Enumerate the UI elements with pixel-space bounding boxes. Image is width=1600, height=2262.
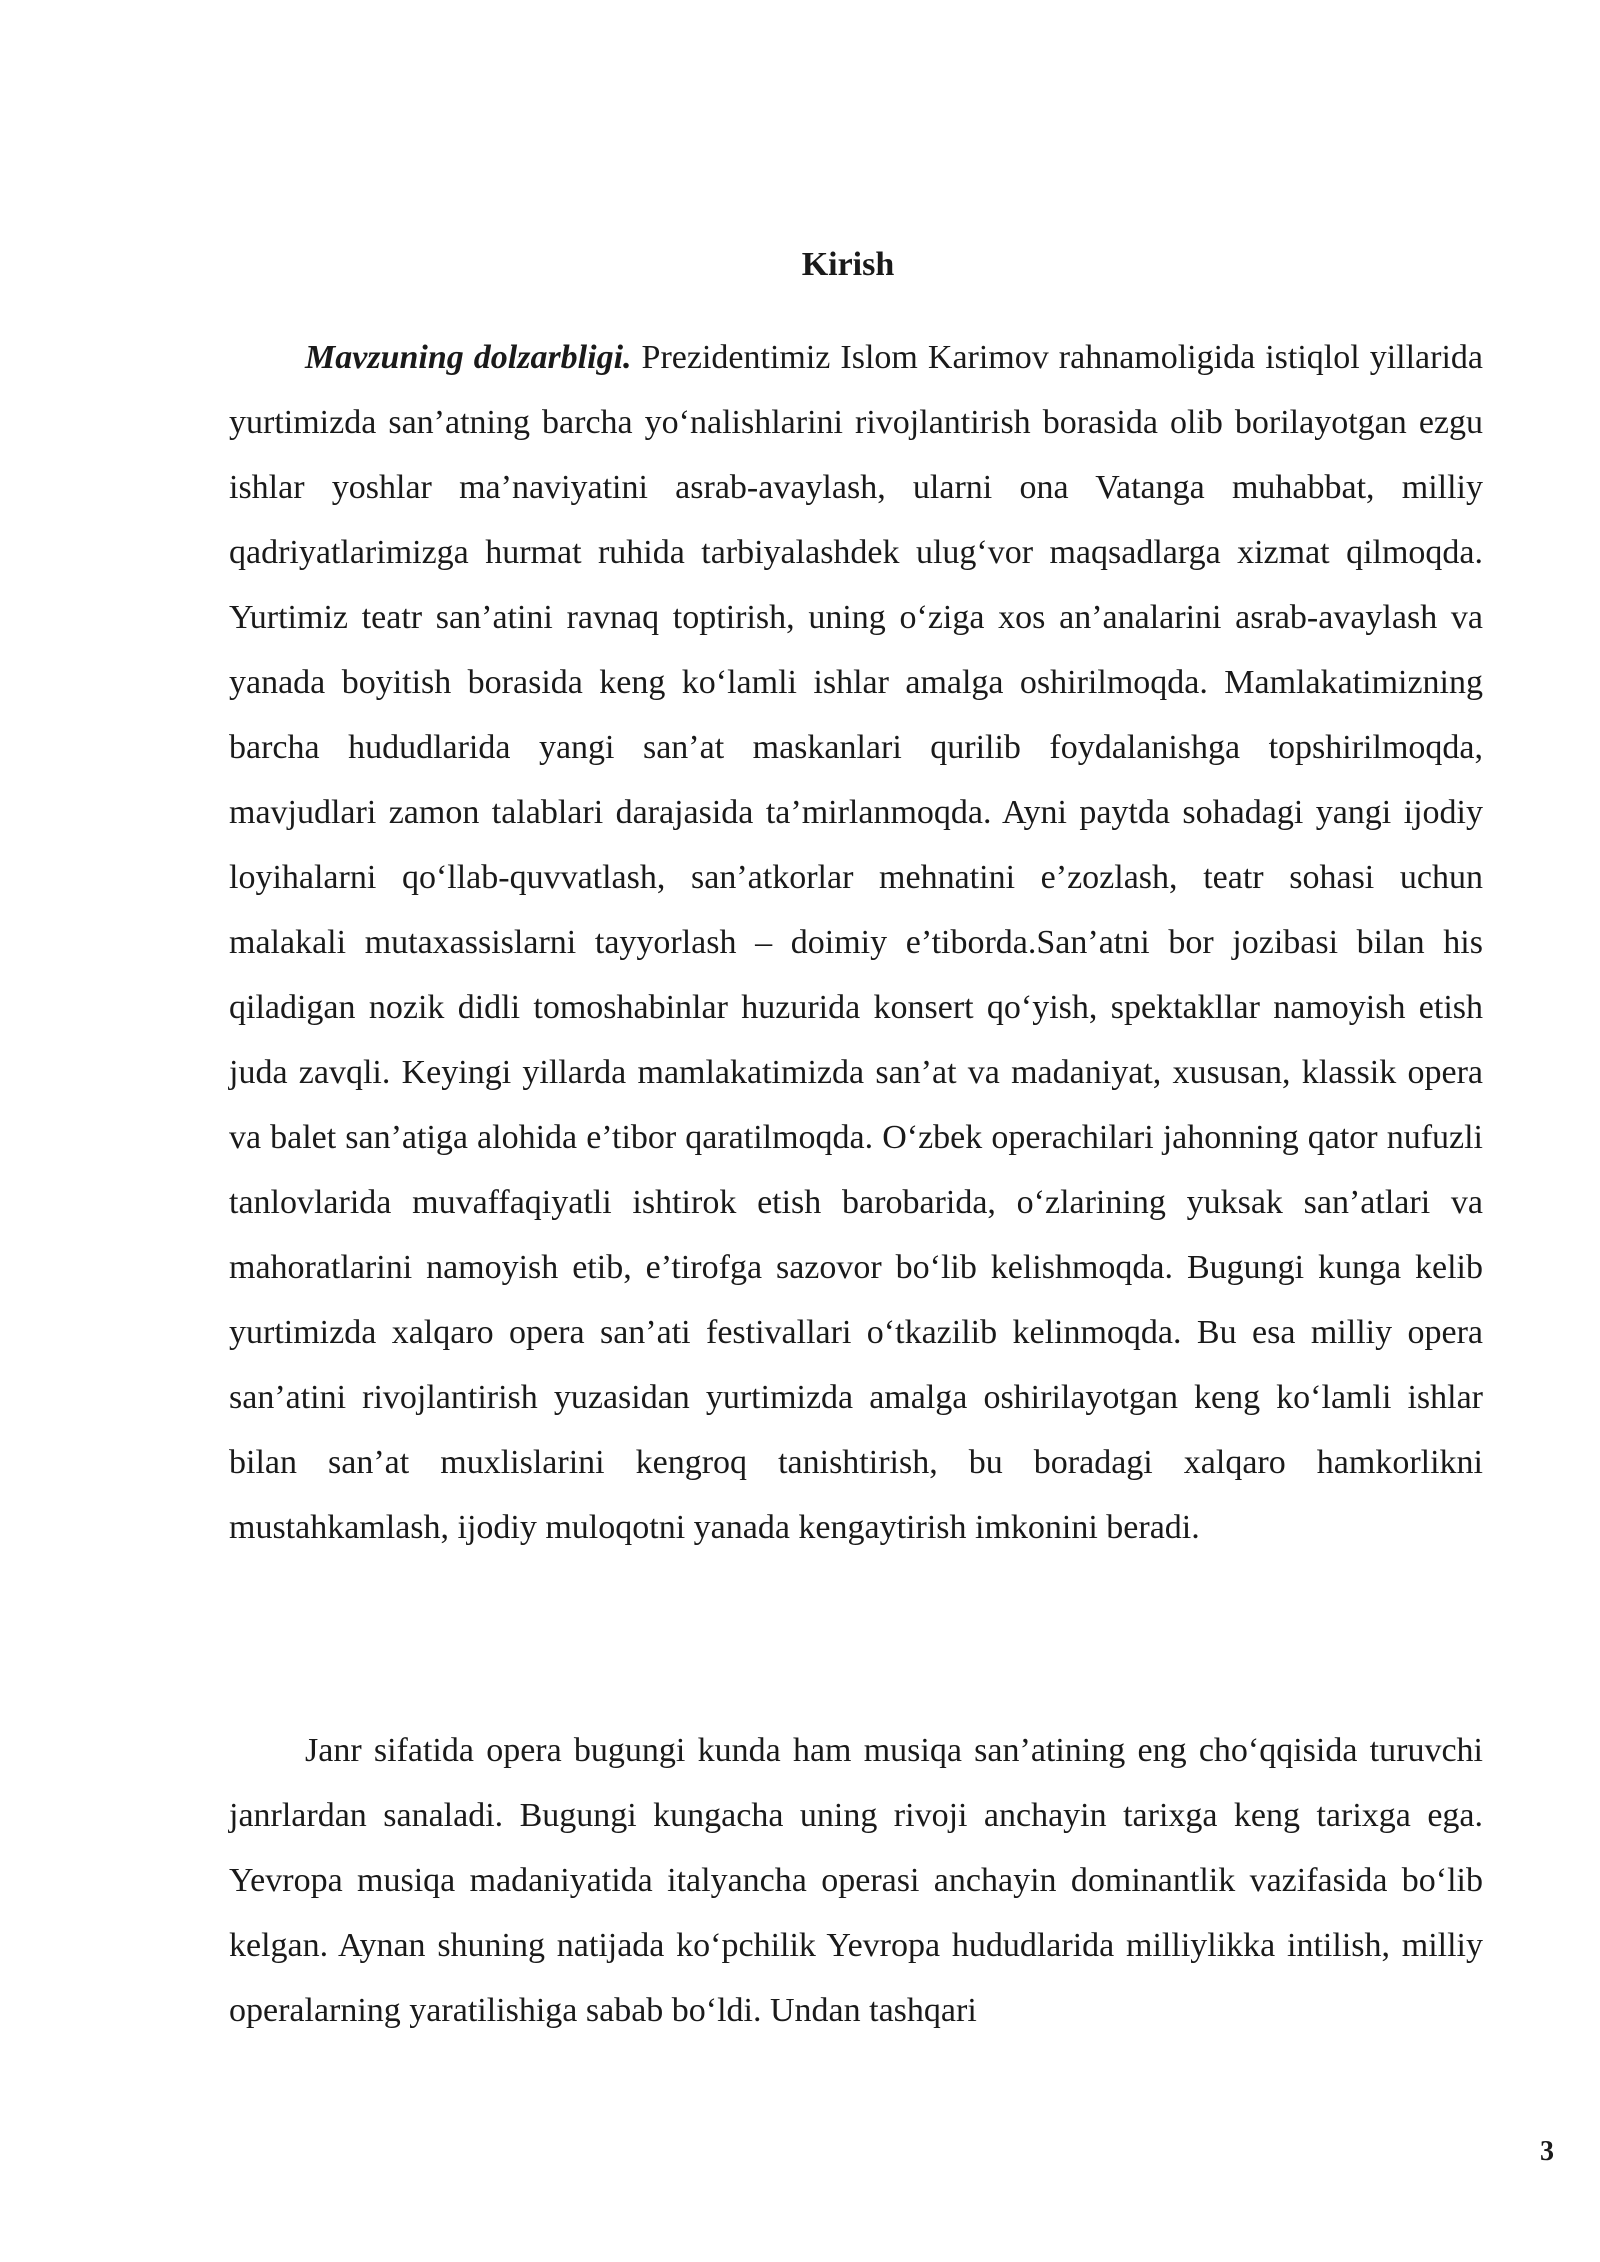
paragraph-2-text: Janr sifatida opera bugungi kunda ham musiqa san’atining eng cho‘qqisida turuvchi janrlardan sanaladi. Bugungi kungacha uning rivoji anchayin tarixga keng tarixga ega. Yevropa musiqa madaniyatida italyancha operasi anchayin dominantlik vazifasida bo‘lib kelgan. Aynan shuning natijada ko‘pchilik Yevropa hududlarida milliylikka intilish, milliy operalarning yaratilishiga sabab bo‘ldi. Undan tashqari	[229, 1732, 1483, 2029]
paragraph-1-body: Prezidentimiz Islom Karimov rahnamoligida istiqlol yillarida yurtimizda san’atning barcha yo‘nalishlarini rivojlantirish borasida olib borilayotgan ezgu ishlar yoshlar ma’naviyatini asrab-avaylash, ularni ona Vatanga muhabbat, milliy qadriyatlarimizga hurmat ruhida tarbiyalashdek ulug‘vor maqsadlarga xizmat qilmoqda. Yurtimiz teatr san’atini ravnaq toptirish, uning o‘ziga xos an’analarini asrab-avaylash va yanada boyitish borasida keng ko‘lamli ishlar amalga oshirilmoqda. Mamlakatimizning barcha hududlarida yangi san’at maskanlari qurilib foydalanishga topshirilmoqda, mavjudlari zamon talablari darajasida ta’mirlanmoqda. Ayni paytda sohadagi yangi ijodiy loyihalarni qo‘llab-quvvatlash, san’atkorlar mehnatini e’zozlash, teatr sohasi uchun malakali mutaxassislarni tayyorlash – doimiy e’tiborda.San’atni bor jozibasi bilan his qiladigan nozik didli tomoshabinlar huzurida konsert qo‘yish, spektakllar namoyish etish juda zavqli. Keyingi yillarda mamlakatimizda san’at va madaniyat, xususan, klassik opera va balet san’atiga alohida e’tibor qaratilmoqda. O‘zbek operachilari jahonning qator nufuzli tanlovlarida muvaffaqiyatli ishtirok etish barobarida, o‘zlarining yuksak san’atlari va mahoratlarini namoyish etib, e’tirofga sazovor bo‘lib kelishmoqda. Bugungi kunga kelib yurtimizda xalqaro opera san’ati festivallari o‘tkazilib kelinmoqda. Bu esa milliy opera san’atini rivojlantirish yuzasidan yurtimizda amalga oshirilayotgan keng ko‘lamli ishlar bilan san’at muxlislarini kengroq tanishtirish, bu boradagi xalqaro hamkorlikni mustahkamlash, ijodiy muloqotni yanada kengaytirish imkonini beradi.	[229, 339, 1483, 1546]
paragraph-1-text	[229, 325, 1483, 1560]
page-number: 3	[1540, 2136, 1554, 2167]
paragraph-1	[229, 325, 1483, 1560]
section-heading: Kirish	[801, 246, 895, 283]
paragraph-1-lead: Mavzuning dolzarbligi.	[305, 339, 632, 376]
paragraph-2	[229, 1718, 1483, 2043]
